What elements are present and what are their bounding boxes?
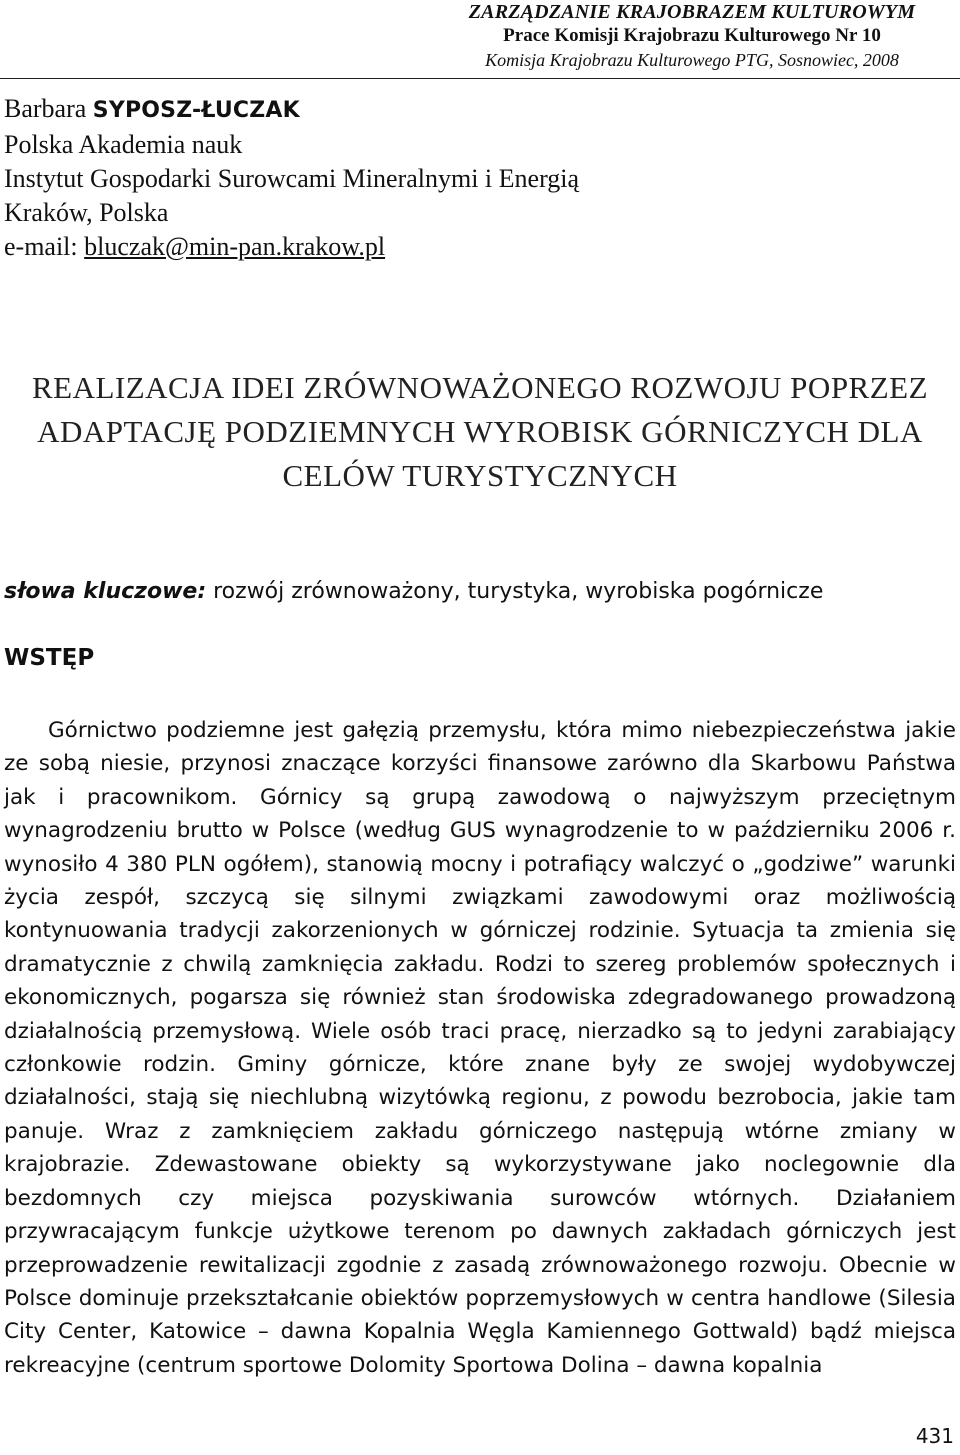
author-last-name: SYPOSZ-ŁUCZAK [92, 98, 300, 123]
keywords-line [4, 577, 823, 607]
section-heading: WSTĘP [4, 645, 95, 671]
author-institution-2: Instytut Gospodarki Surowcami Mineralnymi i Energią [4, 164, 580, 193]
email-label: e-mail: [4, 232, 85, 261]
journal-series-title: ZARZĄDZANIE KRAJOBRAZEM KULTUROWYM [468, 1, 916, 23]
header-rule [0, 78, 960, 79]
author-email-line [4, 230, 579, 264]
running-header [442, 0, 942, 72]
author-institution-1: Polska Akademia nauk [4, 130, 243, 159]
body-paragraph: Górnictwo podziemne jest gałęzią przemysłu, która mimo niebezpieczeństwa jakie ze sobą niesie, przynosi znaczące korzyści finansowe zarówno dla Skarbowu Państwa jak i pracownikom. Górnicy są grupą zawodową o najwyższym przeciętnym wynagrodzeniu brutto w Polsce (według GUS wynagrodzenie to w październiku 2006 r. wynosiło 4 380 PLN ogółem), stanowią mocny i potrafiący walczyć o „godziwe” warunki życia zespół, szczycą się silnymi związkami zawodowymi oraz możliwością kontynuowania tradycji zakorzenionych w górniczej rodzinie. Sytuacja ta zmienia się dramatycznie z chwilą zamknięcia zakładu. Rodzi to szereg problemów społecznych i ekonomicznych, pogarsza się również stan środowiska zdegradowanego prowadzoną działalnością przemysłową. Wiele osób traci pracę, nierzadko są to jedyni zarabiający członkowie rodzin. Gminy górnicze, które znane były ze swojej wydobywczej działalności, stają się niechlubną wizytówką regionu, z powodu bezrobocia, jakie tam panuje. Wraz z zamknięciem zakładu górniczego następują wtórne zmiany w krajobrazie. Zdewastowane obiekty są wykorzystywane jako noclegownie dla bezdomnych czy miejsca pozyskiwania surowców wtórnych. Działaniem przywracającym funkcje użytkowe terenom po dawnych zakładach górniczych jest przeprowadzenie rewitalizacji zgodnie z zasadą zrównoważonego rozwoju. Obecnie w Polsce dominuje przekształcanie obiektów poprzemysłowych w centra handlowe (Silesia City Center, Katowice – dawna Kopalnia Węgla Kamiennego Gottwald) bądź miejsca rekreacyjne (centrum sportowe Dolomity Sportowa Dolina – dawna kopalnia [4, 718, 956, 1378]
keywords-text: rozwój zrównoważony, turystyka, wyrobiska pogórnicze [206, 579, 824, 604]
article-title [0, 366, 960, 498]
title-line-1: REALIZACJA IDEI ZRÓWNOWAŻONEGO ROZWOJU POPRZEZ [31, 370, 929, 405]
email-link[interactable]: bluczak@min-pan.krakow.pl [84, 232, 386, 261]
keywords-label: słowa kluczowe: [4, 579, 207, 604]
author-name [4, 92, 579, 128]
journal-publisher: Komisja Krajobrazu Kulturowego PTG, Sosnowiec, 2008 [485, 50, 899, 70]
author-city: Kraków, Polska [4, 198, 169, 227]
title-line-3: CELÓW TURYSTYCZNYCH [282, 458, 678, 493]
journal-volume: Prace Komisji Krajobrazu Kulturowego Nr 10 [503, 25, 881, 46]
author-block [4, 92, 579, 264]
author-first-name: Barbara [4, 94, 87, 123]
title-line-2: ADAPTACJĘ PODZIEMNYCH WYROBISK GÓRNICZYCH DLA [37, 414, 923, 449]
page-number: 431 [915, 1424, 954, 1448]
